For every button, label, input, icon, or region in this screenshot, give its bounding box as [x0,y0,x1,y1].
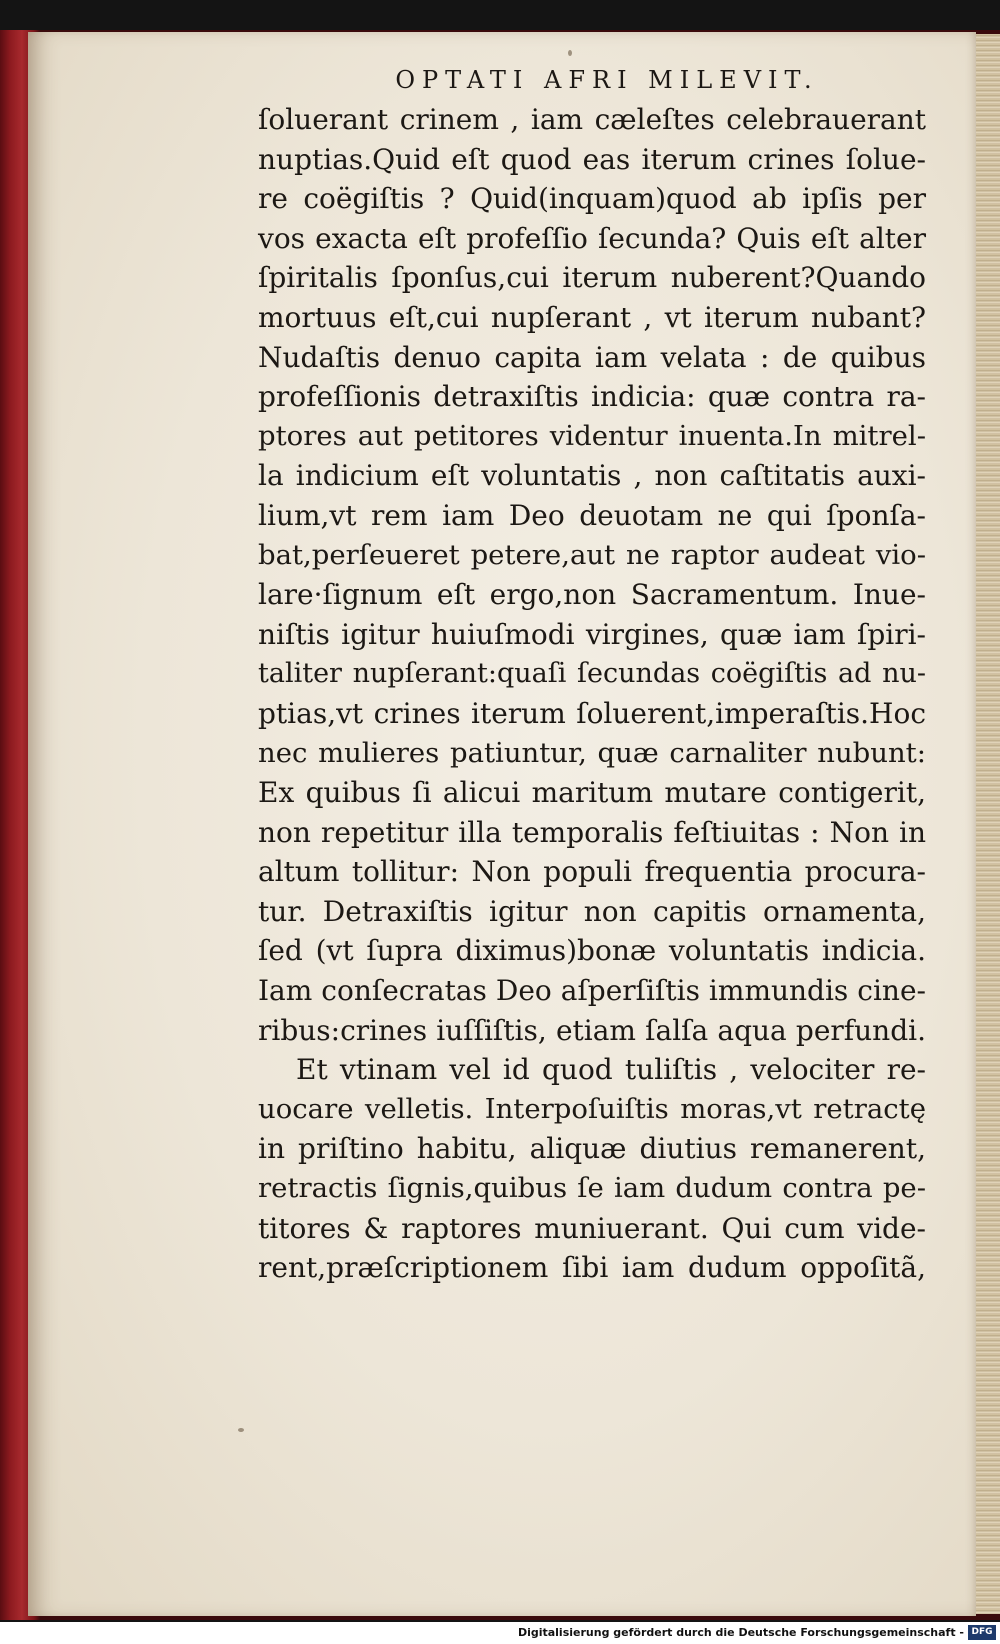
text-line: ribus:crines iuſſiſtis, etiam ſalſa aqua perfundi. [258,1013,926,1047]
text-line: nuptias.Quid eſt quod eas iterum crines ſolue- [258,142,926,176]
text-line: Nudaſtis denuo capita iam velata : de quibus [258,340,926,374]
text-line: Ex quibus ſi alicui maritum mutare contigerit, [258,776,926,810]
ink-smudge [568,50,572,56]
text-line: taliter nupſerant:quaſi ſecundas coëgiſtis ad nu- [258,658,926,690]
text-line: la indicium eſt voluntatis , non caſtitatis auxi- [258,459,926,493]
text-line: niſtis igitur huiuſmodi virgines, quæ iam ſpiri- [258,617,926,651]
text-line: altum tollitur: Non populi frequentia procura- [258,855,926,889]
text-line: lare·ſignum eſt ergo,non Sacramentum. Inue- [258,578,926,612]
text-line: re coëgiſtis ? Quid(inquam)quod ab ipſis per [258,182,926,216]
footer-credit: Digitalisierung gefördert durch die Deutsche Forschungsgemeinschaft - [517,1626,964,1639]
text-line: ptores aut petitores videntur inuenta.In mitrel- [258,419,926,452]
text-line: lium,vt rem iam Deo deuotam ne qui ſponſa- [258,498,926,532]
text-line: ſpiritalis ſponſus,cui iterum nuberent?Quando [258,261,926,295]
text-line: profeſſionis detraxiſtis indicia: quæ contra ra- [258,380,926,414]
text-line: Iam conſecratas Deo aſperſiſtis immundis cine- [258,974,926,1008]
running-header: OPTATI AFRI MILEVIT. [395,66,819,94]
body-text [258,100,926,1288]
text-block [258,62,926,1288]
dfg-logo: DFG [968,1625,996,1640]
text-line: in priſtino habitu, aliquæ diutius remanerent, [258,1132,926,1166]
text-line: Et vtinam vel id quod tuliſtis , velociter re- [296,1053,926,1087]
text-line: ptias,vt crines iterum ſoluerent,imperaſtis.Hoc [258,696,926,730]
ink-smudge [238,1428,244,1432]
text-line: bat,perſeueret petere,aut ne raptor audeat vio- [258,538,926,571]
text-line: non repetitur illa temporalis feſtiuitas : Non in [258,815,926,849]
text-line: titores & raptores muniuerant. Qui cum vide- [258,1211,926,1245]
text-line: rent,præſcriptionem ſibi iam dudum oppoſitã, [258,1251,926,1285]
page-fore-edge [975,34,1000,1614]
text-line: ſed (vt ſupra diximus)bonæ voluntatis indicia. [258,934,926,968]
text-line: ſoluerant crinem , iam cæleſtes celebrauerant [258,103,926,136]
text-line: vos exacta eſt profeſſio ſecunda? Quis eſt alter [258,221,926,255]
text-line: uocare velletis. Interpoſuiſtis moras,vt retractę [258,1092,926,1125]
text-line: nec mulieres patiuntur, quæ carnaliter nubunt: [258,736,926,769]
text-line: retractis ſignis,quibus ſe iam dudum contra pe- [258,1172,926,1205]
text-line: tur. Detraxiſtis igitur non capitis ornamenta, [258,894,926,928]
footer-bar [0,1622,1000,1644]
text-line: mortuus eſt,cui nupſerant , vt iterum nubant? [258,300,926,334]
